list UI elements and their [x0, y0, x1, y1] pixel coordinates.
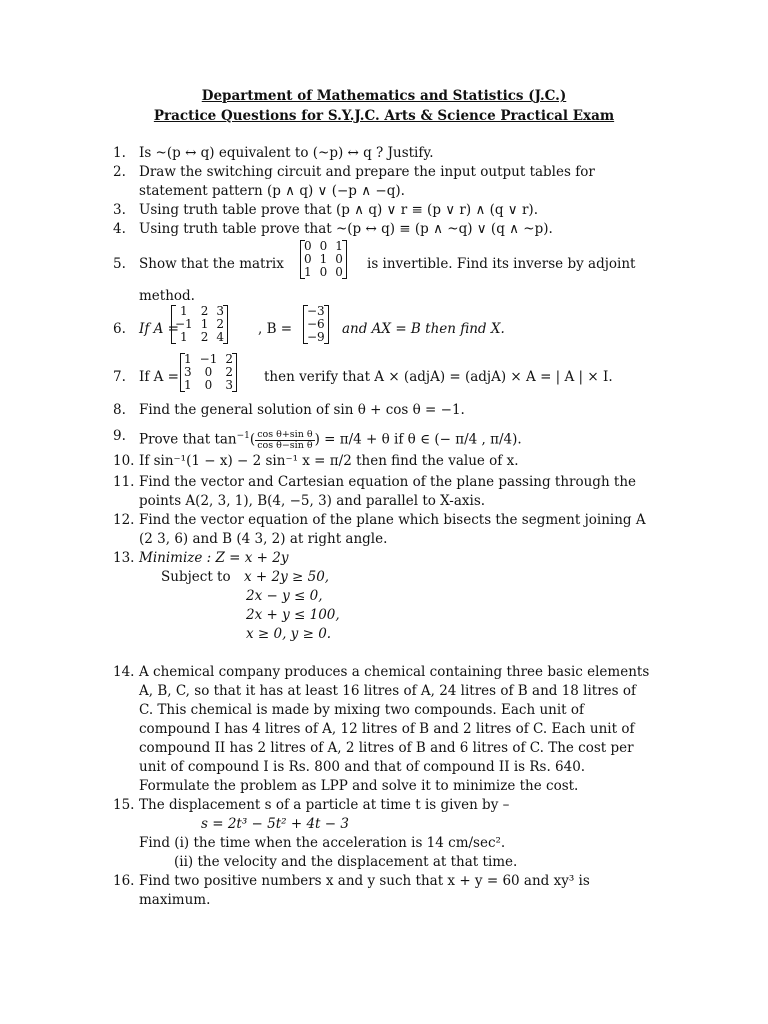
question-number: 4. — [113, 221, 126, 237]
displacement-equation: s = 2t³ − 5t² + 4t − 3 — [201, 816, 349, 832]
matrix-q6-a: 1 2 3 −1 1 2 1 2 4 — [171, 305, 228, 344]
matrix-q6-b: −3 −6 −9 — [303, 305, 329, 344]
question-line: (ii) the velocity and the displacement at that time. — [174, 854, 518, 870]
question-number: 1. — [113, 145, 126, 161]
question-text: If sin⁻¹(1 − x) − 2 sin⁻¹ x = π/2 then find the value of x. — [139, 453, 519, 469]
question-number: 10. — [113, 453, 135, 469]
question-text: Find two positive numbers x and y such that x + y = 60 and xy³ is — [139, 873, 590, 889]
question-text: Find the vector equation of the plane which bisects the segment joining A — [139, 512, 646, 528]
question-line: unit of compound I is Rs. 800 and that of compound II is Rs. 640. — [139, 759, 586, 775]
question-text-post: then verify that A × (adjA) = (adjA) × A = | A | × I. — [264, 369, 613, 385]
question-line: Find (i) the time when the acceleration is 14 cm/sec². — [139, 835, 506, 851]
question-text-continued: points A(2, 3, 1), B(4, −5, 3) and parallel to X-axis. — [139, 493, 486, 509]
question-number: 11. — [113, 474, 135, 490]
question-number: 5. — [113, 256, 126, 272]
question-text: Find the vector and Cartesian equation of the plane passing through the — [139, 474, 637, 490]
question-text: Find the general solution of sin θ + cos θ = −1. — [139, 402, 465, 418]
question-text: If A = — [139, 321, 179, 337]
question-line: A chemical company produces a chemical containing three basic elements — [139, 664, 650, 680]
question-line: compound I has 4 litres of A, 12 litres of B and 2 litres of C. Each unit of — [139, 721, 635, 737]
question-text: If A = — [139, 369, 179, 385]
objective-function: Minimize : Z = x + 2y — [139, 550, 289, 566]
question-line: C. This chemical is made by mixing two compounds. Each unit of — [139, 702, 584, 718]
question-number: 7. — [113, 369, 126, 385]
question-line: A, B, C, so that it has at least 16 litres of A, 24 litres of B and 18 litres of — [139, 683, 637, 699]
question-text-post: and AX = B then find X. — [342, 321, 505, 337]
question-number: 2. — [113, 164, 126, 180]
question-number: 15. — [113, 797, 135, 813]
question-text-mid: , B = — [258, 321, 293, 337]
question-number: 6. — [113, 321, 126, 337]
question-text: Is ~(p ↔ q) equivalent to (~p) ↔ q ? Justify. — [139, 145, 434, 161]
question-number: 8. — [113, 402, 126, 418]
constraint: 2x + y ≤ 100, — [246, 607, 340, 623]
question-line: Formulate the problem as LPP and solve it to minimize the cost. — [139, 778, 579, 794]
question-text: Prove that $\tan^{-1}$( $\frac{\text{cos θ+sin θ}}{\text{cos θ−sin θ}}$ ) = π/4 + θ if θ ∈ (− π/4 , π/4). — [139, 428, 522, 451]
matrix-q5: 0 0 1 0 1 0 1 0 0 — [300, 240, 347, 279]
constraint: x ≥ 0, y ≥ 0. — [246, 626, 332, 642]
question-line: The displacement s of a particle at time t is given by – — [139, 797, 510, 813]
question-number: 9. — [113, 428, 126, 444]
question-text-continued: maximum. — [139, 892, 211, 908]
question-number: 12. — [113, 512, 135, 528]
question-line: compound II has 2 litres of A, 2 litres of B and 6 litres of C. The cost per — [139, 740, 634, 756]
question-text: Using truth table prove that ~(p ↔ q) ≡ (p ∧ ~q) ∨ (q ∧ ~p). — [139, 221, 553, 237]
question-text: Show that the matrix — [139, 256, 284, 272]
question-number: 16. — [113, 873, 135, 889]
question-number: 14. — [113, 664, 135, 680]
subject-to-label: Subject to — [161, 569, 231, 585]
question-text-continued: (2 3, 6) and B (4 3, 2) at right angle. — [139, 531, 388, 547]
question-text: Using truth table prove that (p ∧ q) ∨ r ≡ (p ∨ r) ∧ (q ∨ r). — [139, 202, 538, 218]
department-title: Department of Mathematics and Statistics (J.C.) — [201, 88, 567, 104]
exam-title: Practice Questions for S.Y.J.C. Arts & Science Practical Exam — [153, 108, 615, 124]
question-number: 13. — [113, 550, 135, 566]
question-text: Draw the switching circuit and prepare the input output tables for — [139, 164, 595, 180]
constraint: x + 2y ≥ 50, — [244, 569, 330, 585]
question-text-continued: statement pattern (p ∧ q) ∨ (−p ∧ −q). — [139, 183, 405, 199]
question-text-continued: method. — [139, 288, 195, 304]
matrix-q7: 1 −1 2 3 0 2 1 0 3 — [180, 353, 237, 392]
question-number: 3. — [113, 202, 126, 218]
constraint: 2x − y ≤ 0, — [246, 588, 323, 604]
question-text-post: is invertible. Find its inverse by adjoint — [367, 256, 636, 272]
